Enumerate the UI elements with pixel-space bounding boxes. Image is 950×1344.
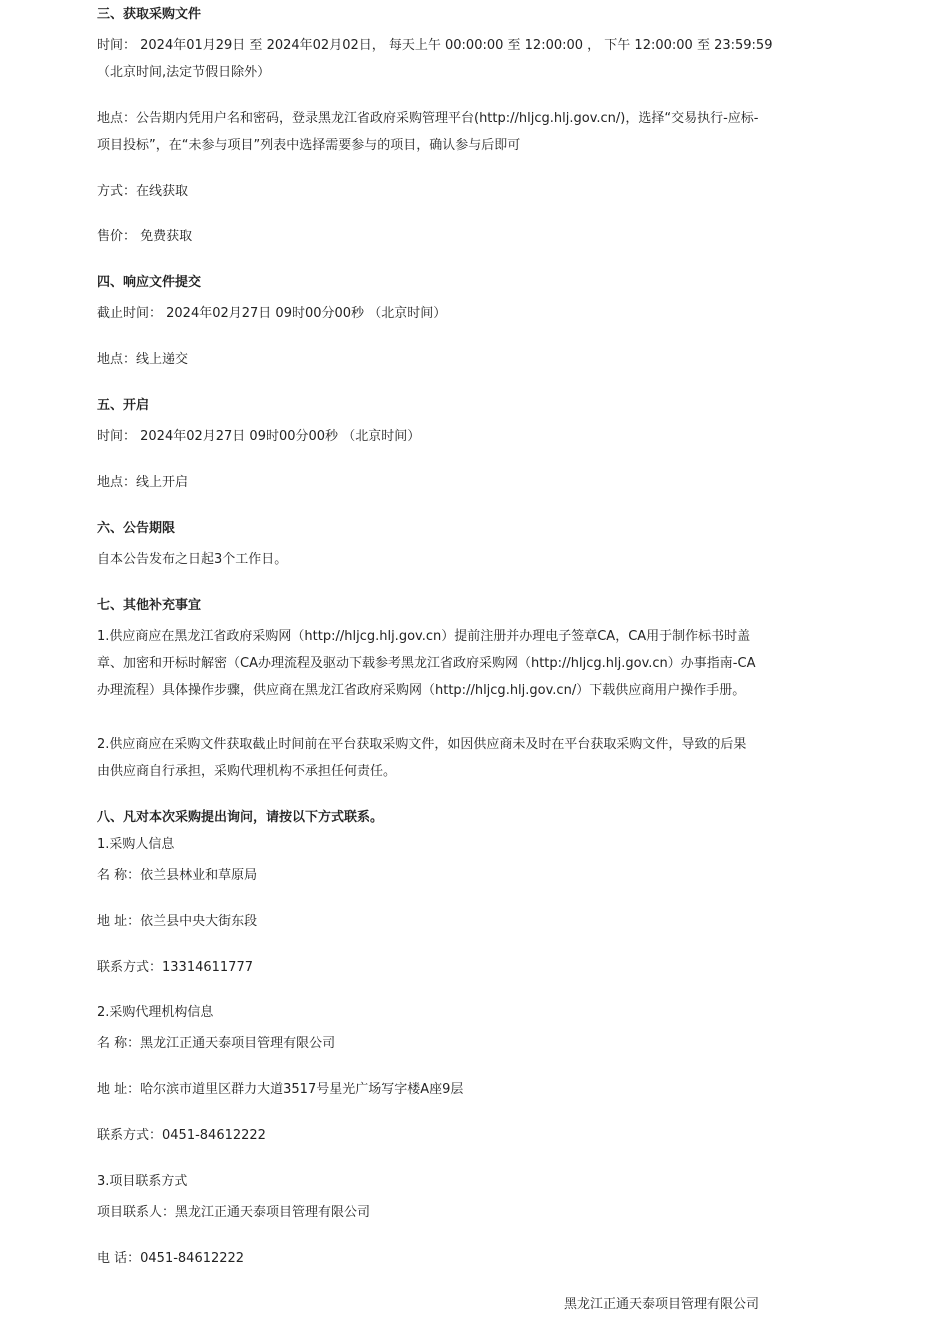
section3-heading: 三、获取采购文件	[97, 7, 202, 22]
section5-place: 地点：线上开启	[97, 475, 189, 490]
section7-heading: 七、其他补充事宜	[97, 598, 202, 613]
section7-item2: 2.供应商应在采购文件获取截止时间前在平台获取采购文件，如因供应商未及时在平台获取采购文件，导致的后果由供应商自行承担，采购代理机构不承担任何责任。	[97, 737, 747, 779]
footer-signature: 黑龙江正通天泰项目管理有限公司	[563, 1297, 759, 1312]
section5-heading: 五、开启	[97, 398, 150, 413]
agent-name: 名 称：黑龙江正通天泰项目管理有限公司	[97, 1036, 336, 1051]
section3-price: 售价： 免费获取	[97, 229, 193, 244]
section3-method: 方式：在线获取	[97, 184, 189, 199]
agent-contact: 联系方式：0451-84612222	[97, 1128, 266, 1143]
project-contact-title: 3.项目联系方式	[97, 1174, 188, 1189]
section4-deadline: 截止时间： 2024年02月27日 09时00分00秒 （北京时间）	[97, 306, 447, 321]
buyer-address: 地 址：依兰县中央大街东段	[97, 914, 258, 929]
section3-time-line1: 时间： 2024年01月29日 至 2024年02月02日， 每天上午 00:00:00 至 12:00:00 ， 下午 12:00:00 至 23:59:59	[97, 38, 773, 53]
project-contact-phone: 电 话：0451-84612222	[97, 1251, 245, 1266]
section3-time-line2: （北京时间,法定节假日除外）	[97, 65, 271, 80]
buyer-info-title: 1.采购人信息	[97, 837, 175, 852]
buyer-contact: 联系方式：13314611777	[97, 960, 253, 975]
agent-address: 地 址：哈尔滨市道里区群力大道3517号星光广场写字楼A座9层	[97, 1082, 464, 1097]
section6-text: 自本公告发布之日起3个工作日。	[97, 552, 288, 567]
section8-heading: 八、凡对本次采购提出询问，请按以下方式联系。	[97, 810, 384, 825]
agent-info-title: 2.采购代理机构信息	[97, 1005, 214, 1020]
section4-place: 地点：线上递交	[97, 352, 189, 367]
project-contact-person: 项目联系人：黑龙江正通天泰项目管理有限公司	[97, 1205, 371, 1220]
section5-time: 时间： 2024年02月27日 09时00分00秒 （北京时间）	[97, 429, 421, 444]
buyer-name: 名 称：依兰县林业和草原局	[97, 868, 258, 883]
section7-item1: 1.供应商应在黑龙江省政府采购网（http://hljcg.hlj.gov.cn）提前注册并办理电子签章CA，CA用于制作标书时盖章、加密和开标时解密（CA办理流程及驱动下载参考黑龙江省政府采购网（http://hljcg.hlj.gov.cn）办事指南-CA办理流程）具体操作步骤，供应商在黑龙江省政府采购网（http://hljcg.hlj.gov.cn/）下载供应商用户操作手册。	[97, 629, 756, 698]
section6-heading: 六、公告期限	[97, 521, 176, 536]
section4-heading: 四、响应文件提交	[97, 275, 202, 290]
section3-place: 地点：公告期内凭用户名和密码，登录黑龙江省政府采购管理平台(http://hljcg.hlj.gov.cn/)，选择“交易执行-应标-项目投标”，在“未参与项目”列表中选择需要参与的项目，确认参与后即可	[97, 111, 759, 153]
